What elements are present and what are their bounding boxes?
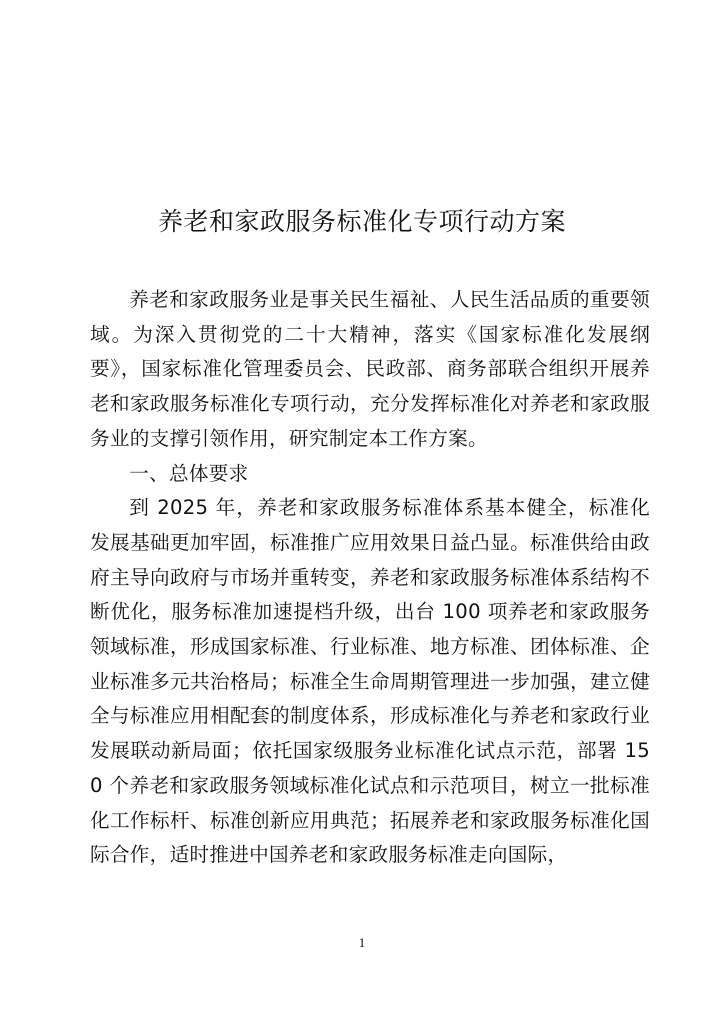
page-number: 1 [358,935,366,950]
intro-paragraph: 养老和家政服务业是事关民生福祉、人民生活品质的重要领域。为深入贯彻党的二十大精神，落实《国家标准化发展纲要》，国家标准化管理委员会、民政部、商务部联合组织开展养老和家政服务标准化专项行动，充分发挥标准化对养老和家政服务业的支撑引领作用，研究制定本工作方案。 [90,288,650,450]
document-title: 养老和家政服务标准化专项行动方案 [157,207,566,236]
document-body [90,283,650,873]
section-paragraph-general-requirements: 到 2025 年，养老和家政服务标准体系基本健全，标准化发展基础更加牢固，标准推广应用效果日益凸显。标准供给由政府主导向政府与市场并重转变，养老和家政服务标准体系结构不断优化，服务标准加速提档升级，出台 100 项养老和家政服务领域标准，形成国家标准、行业标准、地方标准、团体标准、企业标准多元共治格局；标准全生命周期管理进一步加强，建立健全与标准应用相配套的制度体系，形成标准化与养老和家政行业发展联动新局面；依托国家级服务业标准化试点示范，部署 150 个养老和家政服务领域标准化试点和示范项目，树立一批标准化工作标杆、标准创新应用典范；拓展养老和家政服务标准化国际合作，适时推进中国养老和家政服务标准走向国际， [90,496,650,867]
section-heading-general-requirements: 一、总体要求 [129,461,249,485]
